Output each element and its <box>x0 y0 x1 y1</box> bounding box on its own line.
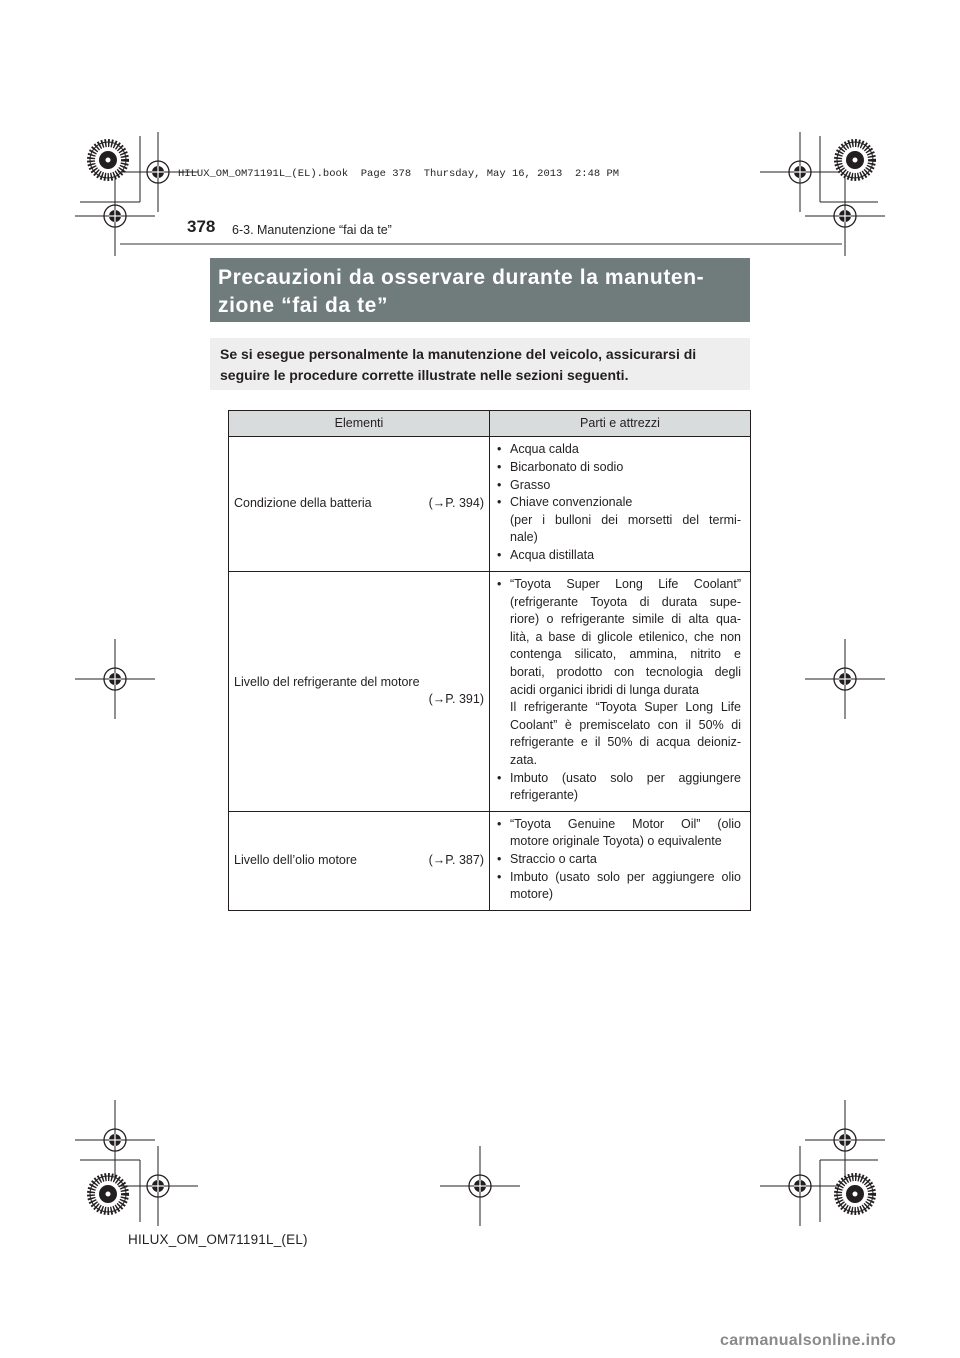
page-title-line-1: Precauzioni da osservare durante la manuten- <box>218 266 705 289</box>
intro-text <box>210 338 750 390</box>
list-item: • Acqua distillata <box>496 547 741 565</box>
list-item: • Grasso <box>496 477 741 495</box>
intro-line-1: Se si esegue personalmente la manutenzione del veicolo, assicurarsi di <box>220 346 697 362</box>
maintenance-tools-table <box>228 410 751 911</box>
table-header-row <box>229 411 751 437</box>
registration-star-top-left <box>90 142 126 178</box>
table-row <box>229 572 751 812</box>
list-item: • Imbuto (usato solo per aggiungere olio motore) <box>496 869 741 904</box>
item-name: Livello del refrigerante del motore <box>234 674 420 689</box>
list-item: • Straccio o carta <box>496 851 741 869</box>
page-reference-link[interactable]: (→P. 391) <box>428 692 484 707</box>
list-item: • Acqua calda <box>496 441 741 459</box>
item-cell <box>229 572 490 812</box>
item-name: Condizione della batteria <box>234 496 372 511</box>
column-header-items: Elementi <box>229 411 490 437</box>
list-item: • Imbuto (usato solo per aggiungere refrigerante) <box>496 770 741 805</box>
watermark-text: carmanualsonline.info <box>720 1332 897 1349</box>
table-row <box>229 811 751 910</box>
registration-star-top-right <box>837 142 873 178</box>
column-header-parts: Parti e attrezzi <box>490 411 751 437</box>
parts-cell <box>490 811 751 910</box>
list-item: • Bicarbonato di sodio <box>496 459 741 477</box>
table-row <box>229 437 751 572</box>
intro-line-2: seguire le procedure corrette illustrate nelle sezioni seguenti. <box>220 367 629 383</box>
registration-star-bottom-left <box>90 1176 126 1212</box>
list-item: • “Toyota Genuine Motor Oil” (olio motore originale Toyota) o equivalente <box>496 816 741 851</box>
footer-document-code: HILUX_OM_OM71191L_(EL) <box>128 1232 308 1247</box>
book-info-slug: HILUX_OM_OM71191L_(EL).book Page 378 Thursday, May 16, 2013 2:48 PM <box>178 168 620 180</box>
parts-cell <box>490 437 751 572</box>
item-cell <box>229 811 490 910</box>
list-item: • “Toyota Super Long Life Coolant” (refrigerante Toyota di durata supe- riore) o refrigerante simile di alta qua- lità, a base di glicole etilenico, che non contenga silicato, ammina, nitrito e borati, prodotto con tecnologia degli acidi organici ibridi di lunga durata Il refrigerante “Toyota Super Long Life Coolant” è premiscelato con il 50% di refrigerante e il 50% di acqua deioniz- zata. <box>496 576 741 770</box>
item-name: Livello dell’olio motore <box>234 852 357 867</box>
page-reference-link[interactable]: (→P. 387) <box>428 852 484 867</box>
page-title <box>210 258 750 322</box>
header-rule <box>120 243 842 245</box>
list-item: • Chiave convenzionale (per i bulloni dei morsetti del termi- nale) <box>496 494 741 547</box>
page-number: 378 <box>187 217 216 236</box>
section-reference: 6-3. Manutenzione “fai da te” <box>232 223 392 237</box>
item-cell <box>229 437 490 572</box>
registration-star-bottom-right <box>837 1176 873 1212</box>
page-reference-link[interactable]: (→P. 394) <box>428 496 484 511</box>
page-title-line-2: zione “fai da te” <box>218 294 389 317</box>
parts-cell <box>490 572 751 812</box>
